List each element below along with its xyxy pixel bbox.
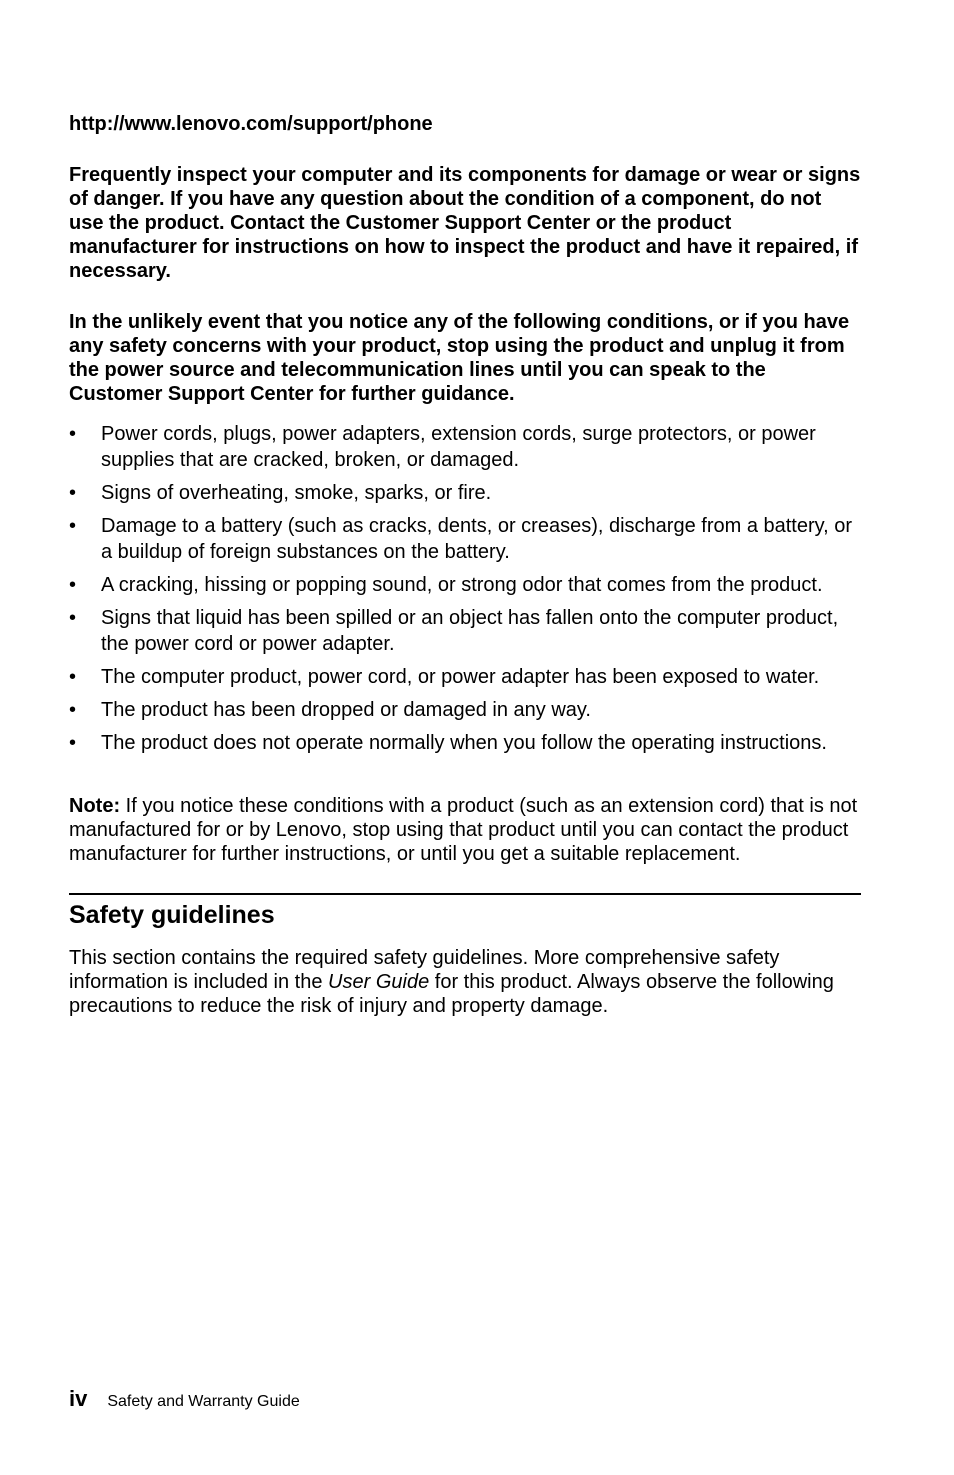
list-item-text: Signs that liquid has been spilled or an object has fallen onto the computer product, the power cord or power adapter. xyxy=(101,607,839,655)
list-item xyxy=(69,513,861,565)
document-page xyxy=(69,112,861,1018)
conditions-intro-paragraph: In the unlikely event that you notice any of the following conditions, or if you have any safety concerns with your product, stop using the product and unplug it from the power source and telecommunication lines until you can speak to the Customer Support Center for further guidance. xyxy=(69,311,850,405)
section-title: Safety guidelines xyxy=(69,901,275,929)
list-item xyxy=(69,664,861,690)
page-number: iv xyxy=(69,1386,88,1411)
list-item-text: The computer product, power cord, or power adapter has been exposed to water. xyxy=(101,666,820,688)
bullet-icon: • xyxy=(69,732,77,754)
bullet-icon: • xyxy=(69,666,77,688)
section-body-part1: This section contains the required safety guidelines. More comprehensive safety information is included in the xyxy=(69,947,780,993)
guide-name: Safety and Warranty Guide xyxy=(107,1393,300,1410)
conditions-list xyxy=(69,421,861,756)
list-item-text: Power cords, plugs, power adapters, extension cords, surge protectors, or power supplies that are cracked, broken, or damaged. xyxy=(101,423,816,471)
note-paragraph xyxy=(69,794,861,866)
list-item xyxy=(69,730,861,756)
list-item xyxy=(69,572,861,598)
inspect-paragraph: Frequently inspect your computer and its components for damage or wear or signs of danger. If you have any question about the condition of a component, do not use the product. Contact the Customer Support Center or the product manufacturer for instructions on how to inspect the product and have it repaired, if necessary. xyxy=(69,164,861,282)
bullet-icon: • xyxy=(69,482,77,504)
bullet-icon: • xyxy=(69,423,77,445)
section-body-part2: for this product. Always observe the following precautions to reduce the risk of injury and property damage. xyxy=(69,971,834,1017)
user-guide-reference: User Guide xyxy=(328,971,430,993)
list-item-text: The product has been dropped or damaged in any way. xyxy=(101,699,591,721)
bullet-icon: • xyxy=(69,515,77,537)
bullet-icon: • xyxy=(69,699,77,721)
bullet-icon: • xyxy=(69,607,77,629)
list-item xyxy=(69,697,861,723)
list-item xyxy=(69,421,861,473)
note-text: If you notice these conditions with a product (such as an extension cord) that is not manufactured for or by Lenovo, stop using that product until you can contact the product manufacturer for further instructions, or until you get a suitable replacement. xyxy=(69,795,858,865)
list-item xyxy=(69,605,861,657)
section-divider xyxy=(69,893,861,895)
list-item-text: Damage to a battery (such as cracks, dents, or creases), discharge from a battery, or a buildup of foreign substances on the battery. xyxy=(101,515,853,563)
list-item-text: A cracking, hissing or popping sound, or strong odor that comes from the product. xyxy=(101,574,823,596)
list-item xyxy=(69,480,861,506)
list-item-text: The product does not operate normally when you follow the operating instructions. xyxy=(101,732,827,754)
support-url: http://www.lenovo.com/support/phone xyxy=(69,113,433,135)
bullet-icon: • xyxy=(69,574,77,596)
note-label: Note: xyxy=(69,795,121,817)
list-item-text: Signs of overheating, smoke, sparks, or fire. xyxy=(101,482,492,504)
section-body xyxy=(69,946,861,1018)
page-footer xyxy=(69,1386,300,1412)
